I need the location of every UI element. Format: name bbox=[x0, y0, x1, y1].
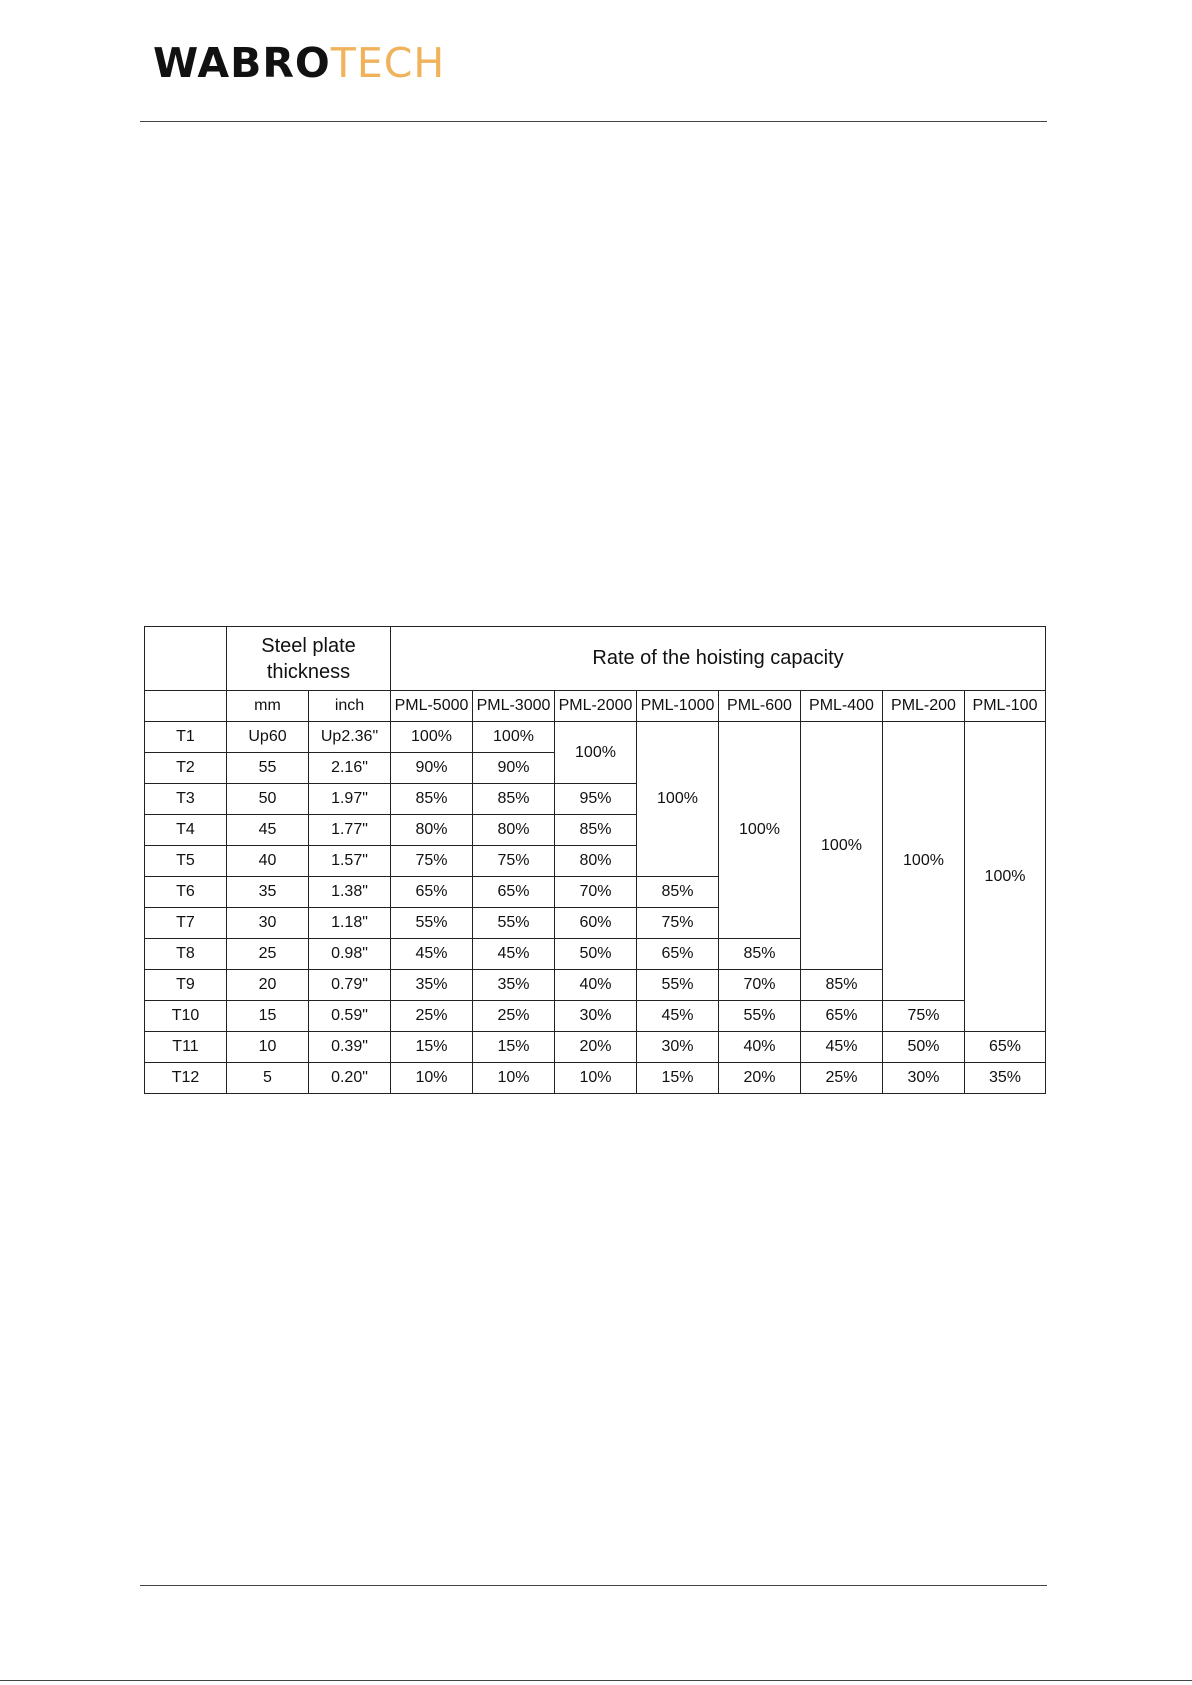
model-header-pml-400: PML-400 bbox=[801, 691, 883, 722]
table-subheader-row bbox=[145, 691, 1046, 722]
rate-pml-600: 85% bbox=[719, 939, 801, 970]
thickness-mm: 10 bbox=[227, 1032, 309, 1063]
row-id: T3 bbox=[145, 784, 227, 815]
thickness-mm: 55 bbox=[227, 753, 309, 784]
row-id: T12 bbox=[145, 1063, 227, 1094]
thickness-mm: 45 bbox=[227, 815, 309, 846]
rate-pml-3000: 25% bbox=[473, 1001, 555, 1032]
thickness-mm: 50 bbox=[227, 784, 309, 815]
row-id: T5 bbox=[145, 846, 227, 877]
thickness-inch: 1.97" bbox=[309, 784, 391, 815]
thickness-inch: Up2.36" bbox=[309, 722, 391, 753]
rate-pml-400-merged: 100% bbox=[801, 722, 883, 970]
rate-pml-600-merged: 100% bbox=[719, 722, 801, 939]
empty-id-header-cell bbox=[145, 691, 227, 722]
thickness-mm: Up60 bbox=[227, 722, 309, 753]
rate-pml-5000: 15% bbox=[391, 1032, 473, 1063]
row-id: T10 bbox=[145, 1001, 227, 1032]
rate-pml-400: 45% bbox=[801, 1032, 883, 1063]
thickness-inch: 0.98" bbox=[309, 939, 391, 970]
rate-pml-5000: 35% bbox=[391, 970, 473, 1001]
rate-pml-1000: 65% bbox=[637, 939, 719, 970]
empty-corner-cell bbox=[145, 627, 227, 691]
unit-mm-header: mm bbox=[227, 691, 309, 722]
thickness-mm: 40 bbox=[227, 846, 309, 877]
thickness-mm: 20 bbox=[227, 970, 309, 1001]
thickness-inch: 0.79" bbox=[309, 970, 391, 1001]
rate-pml-400: 65% bbox=[801, 1001, 883, 1032]
thickness-inch: 0.20" bbox=[309, 1063, 391, 1094]
header-divider bbox=[140, 121, 1047, 122]
rate-pml-1000-merged: 100% bbox=[637, 722, 719, 877]
rate-pml-1000: 45% bbox=[637, 1001, 719, 1032]
thickness-mm: 30 bbox=[227, 908, 309, 939]
rate-pml-3000: 35% bbox=[473, 970, 555, 1001]
thickness-mm: 35 bbox=[227, 877, 309, 908]
rate-pml-2000: 20% bbox=[555, 1032, 637, 1063]
row-id: T11 bbox=[145, 1032, 227, 1063]
rate-pml-5000: 10% bbox=[391, 1063, 473, 1094]
rate-pml-5000: 25% bbox=[391, 1001, 473, 1032]
rate-pml-600: 70% bbox=[719, 970, 801, 1001]
company-logo bbox=[153, 39, 446, 87]
model-header-pml-3000: PML-3000 bbox=[473, 691, 555, 722]
thickness-inch: 1.77" bbox=[309, 815, 391, 846]
logo-wordmark-dark: WABRO bbox=[153, 39, 331, 87]
rate-pml-2000: 95% bbox=[555, 784, 637, 815]
rate-pml-400: 25% bbox=[801, 1063, 883, 1094]
table-row bbox=[145, 1063, 1046, 1094]
rate-pml-600: 20% bbox=[719, 1063, 801, 1094]
hoisting-capacity-table-container bbox=[144, 626, 1046, 1094]
rate-pml-3000: 80% bbox=[473, 815, 555, 846]
rate-pml-2000: 60% bbox=[555, 908, 637, 939]
model-header-pml-2000: PML-2000 bbox=[555, 691, 637, 722]
row-id: T8 bbox=[145, 939, 227, 970]
rate-pml-5000: 80% bbox=[391, 815, 473, 846]
row-id: T7 bbox=[145, 908, 227, 939]
rate-pml-5000: 45% bbox=[391, 939, 473, 970]
thickness-inch: 2.16" bbox=[309, 753, 391, 784]
model-header-pml-200: PML-200 bbox=[883, 691, 965, 722]
row-id: T6 bbox=[145, 877, 227, 908]
footer-divider bbox=[140, 1585, 1047, 1586]
thickness-inch: 0.39" bbox=[309, 1032, 391, 1063]
row-id: T2 bbox=[145, 753, 227, 784]
thickness-mm: 25 bbox=[227, 939, 309, 970]
hoisting-capacity-table bbox=[144, 626, 1046, 1094]
rate-pml-2000: 40% bbox=[555, 970, 637, 1001]
rate-pml-1000: 15% bbox=[637, 1063, 719, 1094]
unit-inch-header: inch bbox=[309, 691, 391, 722]
rate-pml-5000: 55% bbox=[391, 908, 473, 939]
thickness-mm: 15 bbox=[227, 1001, 309, 1032]
rate-pml-5000: 65% bbox=[391, 877, 473, 908]
thickness-inch: 1.38" bbox=[309, 877, 391, 908]
rate-pml-1000: 30% bbox=[637, 1032, 719, 1063]
model-header-pml-5000: PML-5000 bbox=[391, 691, 473, 722]
rate-pml-3000: 45% bbox=[473, 939, 555, 970]
rate-pml-600: 40% bbox=[719, 1032, 801, 1063]
rate-pml-200-merged: 100% bbox=[883, 722, 965, 1001]
rate-pml-3000: 10% bbox=[473, 1063, 555, 1094]
rate-pml-2000: 85% bbox=[555, 815, 637, 846]
rate-pml-3000: 75% bbox=[473, 846, 555, 877]
logo-wordmark-accent: TECH bbox=[330, 39, 446, 87]
row-id: T1 bbox=[145, 722, 227, 753]
rate-pml-2000: 70% bbox=[555, 877, 637, 908]
rate-pml-1000: 85% bbox=[637, 877, 719, 908]
rate-pml-2000: 80% bbox=[555, 846, 637, 877]
rate-pml-5000: 75% bbox=[391, 846, 473, 877]
rate-pml-400: 85% bbox=[801, 970, 883, 1001]
table-header-row bbox=[145, 627, 1046, 691]
thickness-inch: 0.59" bbox=[309, 1001, 391, 1032]
rate-pml-200: 75% bbox=[883, 1001, 965, 1032]
model-header-pml-600: PML-600 bbox=[719, 691, 801, 722]
rate-pml-200: 30% bbox=[883, 1063, 965, 1094]
rate-pml-5000: 100% bbox=[391, 722, 473, 753]
thickness-header: Steel plate thickness bbox=[227, 627, 391, 691]
rate-pml-2000: 50% bbox=[555, 939, 637, 970]
rate-pml-2000: 10% bbox=[555, 1063, 637, 1094]
rate-pml-1000: 55% bbox=[637, 970, 719, 1001]
rate-pml-100: 65% bbox=[965, 1032, 1046, 1063]
table-row bbox=[145, 1032, 1046, 1063]
rate-pml-1000: 75% bbox=[637, 908, 719, 939]
rate-pml-3000: 15% bbox=[473, 1032, 555, 1063]
rate-pml-3000: 65% bbox=[473, 877, 555, 908]
row-id: T9 bbox=[145, 970, 227, 1001]
rate-pml-3000: 90% bbox=[473, 753, 555, 784]
rate-pml-100: 35% bbox=[965, 1063, 1046, 1094]
thickness-inch: 1.57" bbox=[309, 846, 391, 877]
table-row bbox=[145, 1001, 1046, 1032]
row-id: T4 bbox=[145, 815, 227, 846]
model-header-pml-1000: PML-1000 bbox=[637, 691, 719, 722]
rate-pml-2000-merged: 100% bbox=[555, 722, 637, 784]
thickness-mm: 5 bbox=[227, 1063, 309, 1094]
rate-pml-200: 50% bbox=[883, 1032, 965, 1063]
rate-pml-5000: 85% bbox=[391, 784, 473, 815]
table-row bbox=[145, 722, 1046, 753]
page-edge-line bbox=[0, 1680, 1192, 1681]
rate-pml-5000: 90% bbox=[391, 753, 473, 784]
rate-pml-3000: 85% bbox=[473, 784, 555, 815]
model-header-pml-100: PML-100 bbox=[965, 691, 1046, 722]
capacity-header: Rate of the hoisting capacity bbox=[391, 627, 1046, 691]
rate-pml-2000: 30% bbox=[555, 1001, 637, 1032]
rate-pml-100-merged: 100% bbox=[965, 722, 1046, 1032]
thickness-inch: 1.18" bbox=[309, 908, 391, 939]
rate-pml-3000: 100% bbox=[473, 722, 555, 753]
rate-pml-600: 55% bbox=[719, 1001, 801, 1032]
rate-pml-3000: 55% bbox=[473, 908, 555, 939]
